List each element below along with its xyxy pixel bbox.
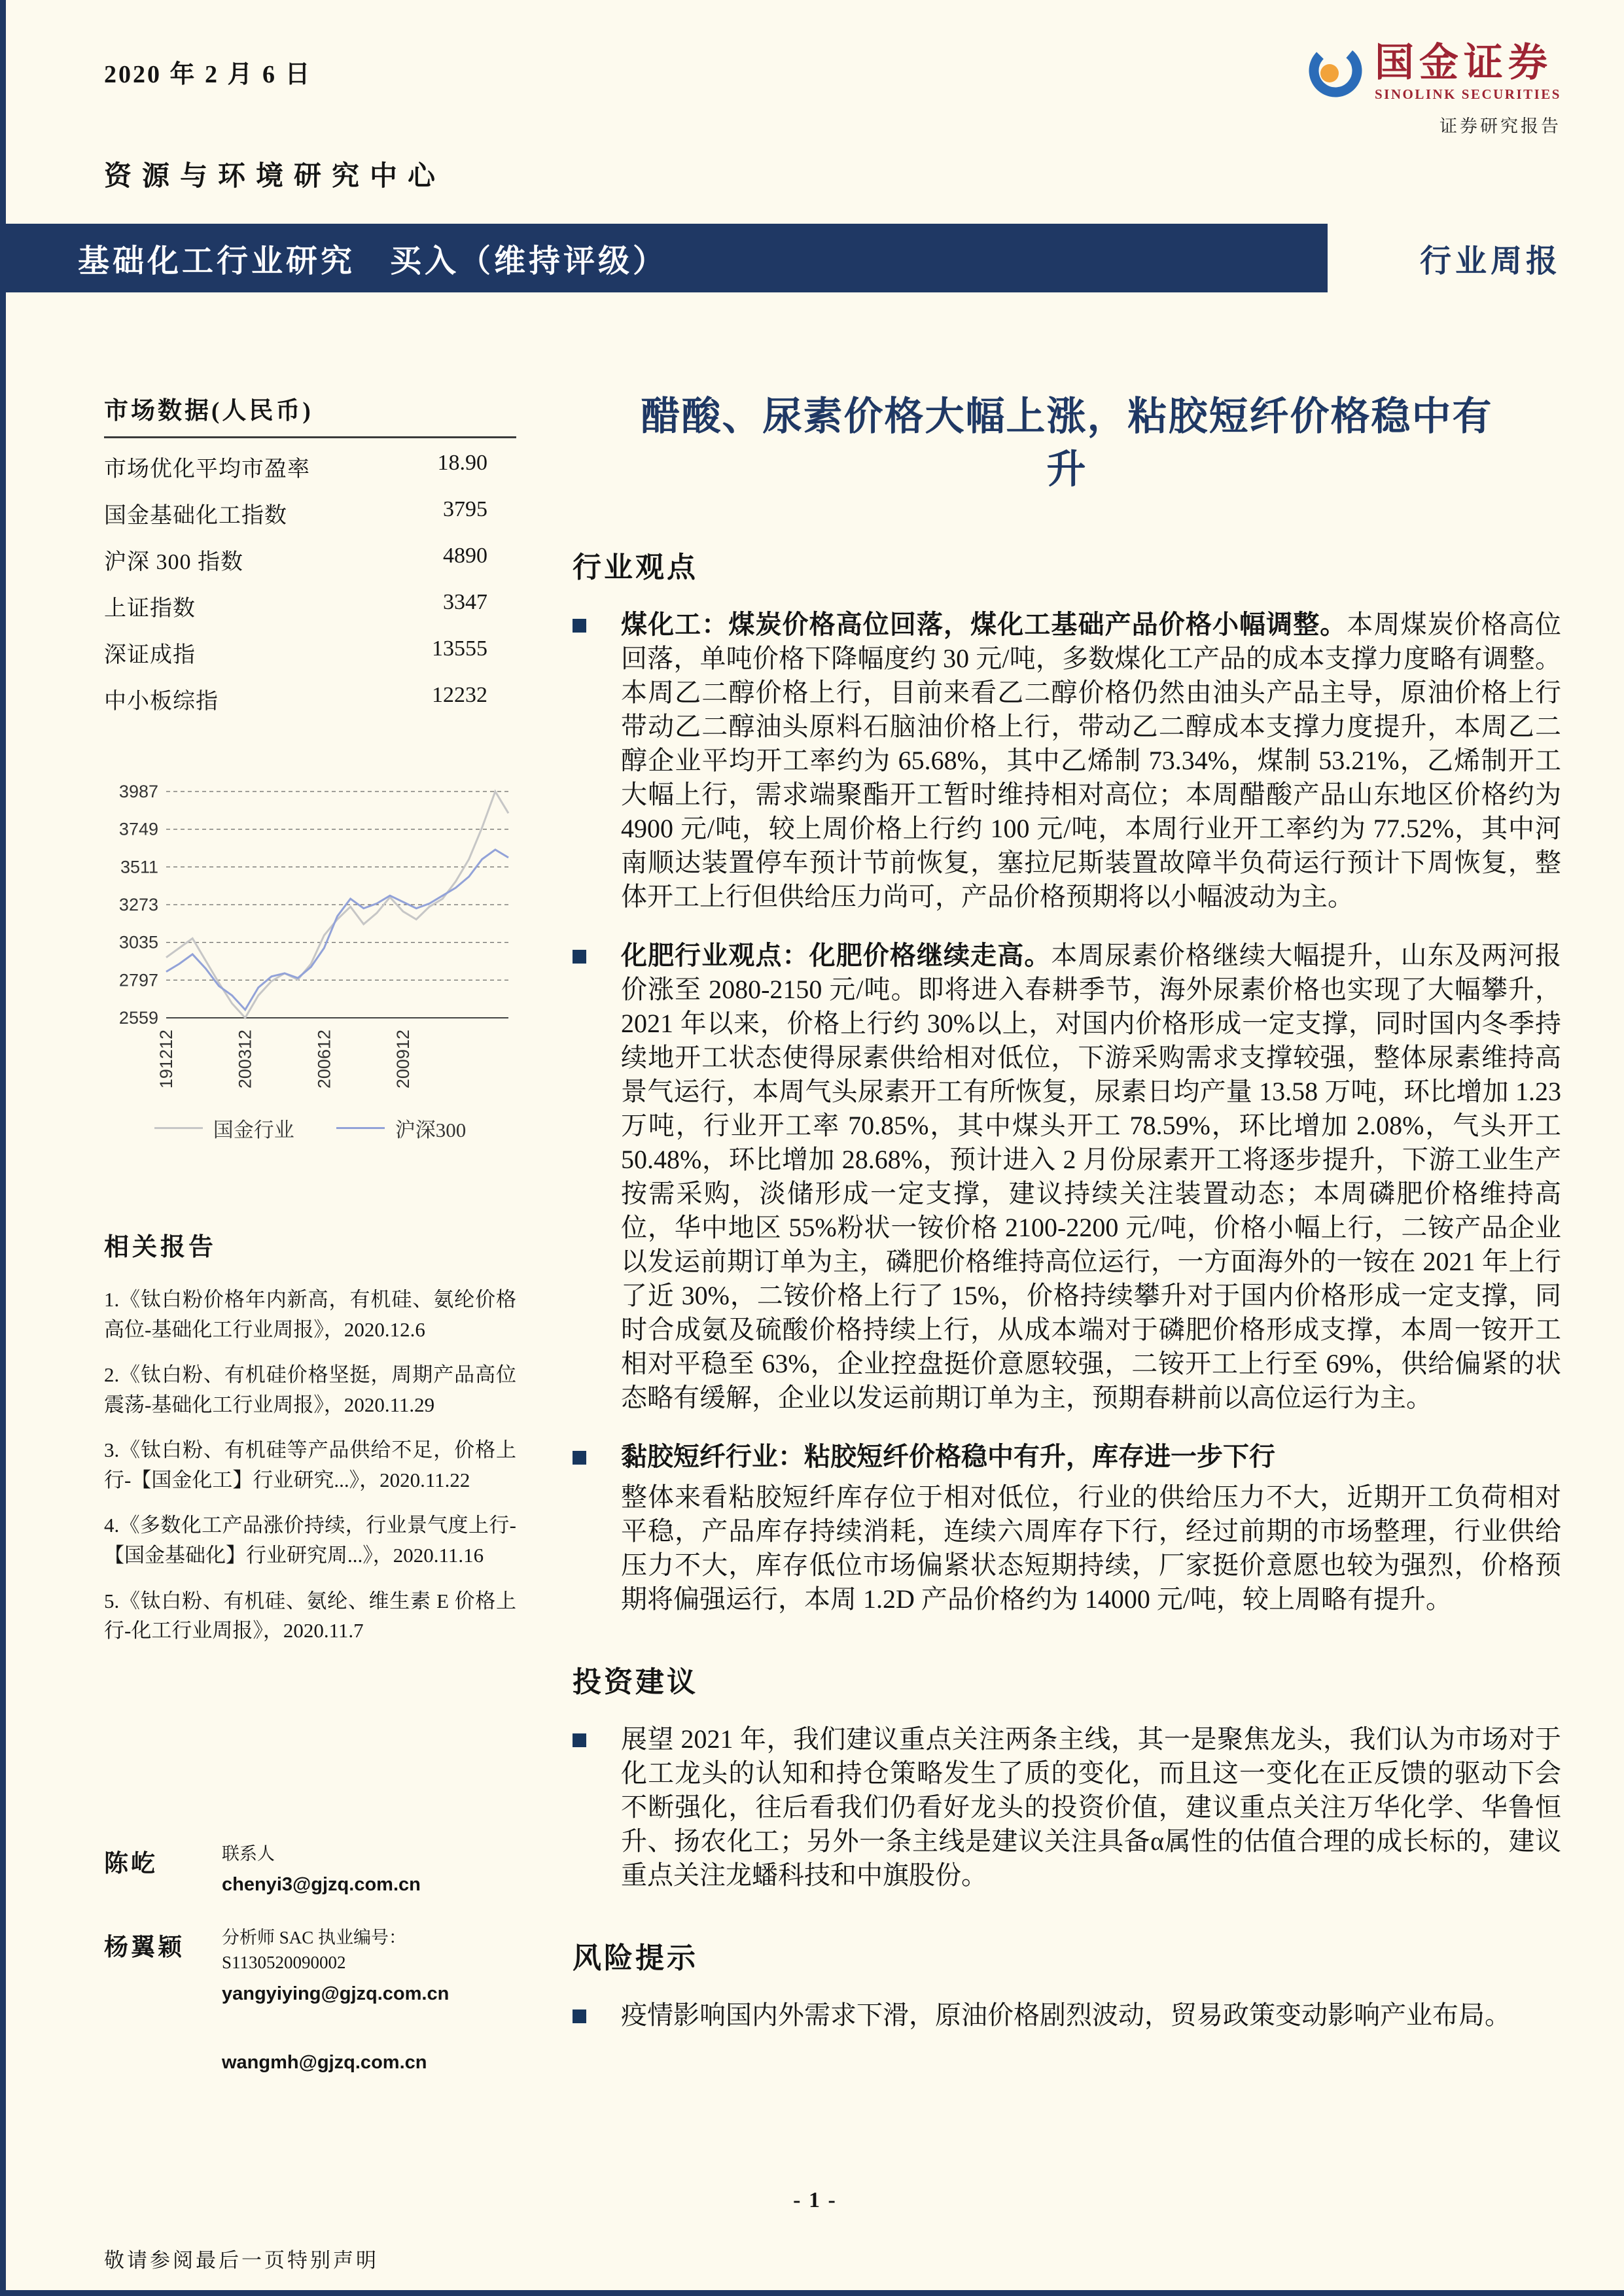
bullet-body: 疫情影响国内外需求下滑，原油价格剧烈波动，贸易政策变动影响产业布局。: [621, 2000, 1511, 2030]
market-data-value: 18.90: [437, 451, 487, 475]
market-data-label: 国金基础化工指数: [104, 504, 287, 528]
legend-line-icon: [336, 1127, 385, 1129]
bullet-square-icon: [573, 1998, 621, 2032]
legend-label: 国金行业: [213, 1119, 294, 1141]
industry-rating-band: 基础化工行业研究 买入（维持评级）: [6, 224, 1328, 292]
market-data-value: 3347: [443, 590, 487, 614]
index-chart-svg: [104, 782, 516, 1109]
related-report-item: 1.《钛白粉价格年内新高，有机硅、氨纶价格高位-基础化工行业周报》，2020.12.6: [104, 1288, 516, 1341]
contact-name: [104, 2035, 222, 2074]
title-band-row: [6, 224, 1624, 292]
bullet-lead: 煤化工：煤炭价格高位回落，煤化工基础产品价格小幅调整。: [621, 610, 1347, 639]
contact-entry: [104, 1926, 516, 2005]
related-report-item: 5.《钛白粉、有机硅、氨纶、维生素 E 价格上行-化工行业周报》，2020.11.7: [104, 1589, 516, 1643]
related-reports-title: 相关报告: [104, 1234, 217, 1261]
viscose-paragraph: 整体来看粘胶短纤库存位于相对低位，行业的供给压力不大，近期开工负荷相对平稳，产品库存持续消耗，连续六周库存下行，经过前期的市场整理，行业供给压力不大，库存低位市场偏紧状态短期持续，厂家挺价意愿也较为强烈，价格预期将偏强运行，本周 1.2D 产品价格约为 14000 元/吨，较上周略有提升。: [621, 1482, 1561, 1614]
report-type-label: 证券研究报告: [1439, 116, 1561, 136]
market-data-label: 上证指数: [104, 597, 196, 621]
bullet-body: 本周尿素价格继续大幅提升，山东及两河报价涨至 2080-2150 元/吨。即将进入春耕季节，海外尿素价格也实现了大幅攀升，2021 年以来，价格上行约 30%以上，对国内价格形成一定支撑，同时国内冬季持续地开工状态使得尿素供给相对低位，下游采购需求支撑较强，整体尿素维持高景气运行，本周气头尿素开工有所恢复，尿素日均产量 13.58 万吨，环比增加 1.23 万吨，行业开工率 70.85%，其中煤头开工 78.59%，环比增加 2.08%，气头开工 50.48%，环比增加 28.68%，预计进入 2 月份尿素开工将逐步提升，下游工业生产按需采购，淡储形成一定支撑，建议持续关注装置动态；本周磷肥价格维持高位，华中地区 55%粉状一铵价格 2100-2200 元/吨，价格小幅上行，二铵产品企业以发运前期订单为主，磷肥价格维持高位运行，一方面海外的一铵在 2021 年上行了近 30%，二铵价格上行了 15%，价格持续攀升对于国内价格形成一定支撑，同时合成氨及硫酸价格持续上行，从成本端对于磷肥价格形成支撑，本周一铵开工相对平稳至 63%，企业控盘挺价意愿较强，二铵开工上行至 69%，供给偏紧的状态略有缓解，企业以发运前期订单为主，预期春耕前以高位运行为主。: [621, 941, 1562, 1412]
content: [6, 292, 1624, 2104]
section-investment-advice: 投资建议: [573, 1666, 698, 1698]
bullet-viscose: [573, 1440, 1561, 1474]
svg-text:200612: 200612: [314, 1030, 334, 1089]
market-data-title: 市场数据(人民币): [104, 391, 516, 438]
market-data-label: 深证成指: [104, 643, 196, 667]
svg-text:191212: 191212: [156, 1030, 176, 1089]
market-data-row: [104, 490, 516, 536]
bullet-square-icon: [573, 939, 621, 1415]
related-report-item: 4.《多数化工产品涨价持续，行业景气度上行-【国金基础化】行业研究周...》，2020.11.16: [104, 1514, 516, 1567]
left-sidebar: [104, 391, 516, 2104]
related-reports-panel: [104, 1226, 516, 1646]
market-data-label: 中小板综指: [104, 689, 219, 714]
svg-text:2559: 2559: [118, 1008, 158, 1028]
section-risk-warning: 风险提示: [573, 1942, 698, 1974]
bullet-body: 本周煤炭价格高位回落，单吨价格下降幅度约 30 元/吨，多数煤化工产品的成本支撑力度略有调整。本周乙二醇价格上行，目前来看乙二醇价格仍然由油头产品主导，原油价格上行带动乙二醇油头原料石脑油价格上行，带动乙二醇成本支撑力度提升，本周乙二醇企业平均开工率约为 65.68%，其中乙烯制 73.34%，煤制 53.21%，乙烯制开工大幅上行，需求端聚酯开工暂时维持相对高位；本周醋酸产品山东地区价格约为 4900 元/吨，较上周价格上行约 100 元/吨，本周行业开工率约为 77.52%，其中河南顺达装置停车预计节前恢复，塞拉尼斯装置故障半负荷运行预计下周恢复，整体开工上行但供给压力尚可，产品价格预期将以小幅波动为主。: [621, 610, 1562, 911]
logo-block: [1307, 42, 1561, 137]
svg-text:3035: 3035: [118, 932, 158, 952]
contact-entry: [104, 1842, 516, 1896]
report-kind-label: 行业周报: [1419, 244, 1561, 279]
related-report-item: 3.《钛白粉、有机硅等产品供给不足，价格上行-【国金化工】行业研究...》，2020.11.22: [104, 1438, 516, 1491]
contact-entry: [104, 2035, 516, 2074]
svg-text:200312: 200312: [235, 1030, 255, 1089]
disclaimer-note: 敬请参阅最后一页特别声明: [104, 2249, 379, 2272]
market-data-row: [104, 536, 516, 583]
market-data-panel: [104, 391, 516, 722]
contact-role: 分析师 SAC 执业编号：S1130520090002: [222, 1928, 407, 1973]
logo-en-text: SINOLINK SECURITIES: [1374, 86, 1561, 102]
contact-email: chenyi3@gjzq.com.cn: [222, 1874, 421, 1896]
market-data-value: 3795: [443, 497, 487, 521]
bullet-body: 展望 2021 年，我们建议重点关注两条主线，其一是聚焦龙头，我们认为市场对于化工龙头的认知和持仓策略发生了质的变化，而且这一变化在正反馈的驱动下会不断强化，往后看我们仍看好龙头的投资价值，建议重点关注万华化学、华鲁恒升、扬农化工；另外一条主线是建议关注具备α属性的估值合理的成长标的，建议重点关注龙蟠科技和中旗股份。: [621, 1724, 1561, 1890]
market-data-value: 4890: [443, 544, 487, 568]
report-title: 醋酸、尿素价格大幅上涨，粘胶短纤价格稳中有升: [641, 395, 1493, 491]
svg-text:3273: 3273: [118, 895, 158, 914]
market-data-value: 13555: [432, 636, 487, 661]
report-body: [573, 391, 1561, 2057]
legend-label: 沪深300: [395, 1119, 467, 1141]
related-report-item: 2.《钛白粉、有机硅价格坚挺，周期产品高位震荡-基础化工行业周报》，2020.11.29: [104, 1363, 516, 1416]
bullet-coal-chemical: [573, 608, 1561, 914]
header: [6, 0, 1624, 137]
legend-item-hs300: [336, 1113, 467, 1143]
bullet-square-icon: [573, 1440, 621, 1474]
contact-name: 杨翼颖: [104, 1934, 185, 1962]
bullet-heading: 黏胶短纤行业：粘胶短纤价格稳中有升，库存进一步下行: [621, 1442, 1275, 1471]
svg-text:3511: 3511: [120, 857, 158, 877]
market-data-value: 12232: [432, 683, 487, 707]
contacts-panel: [104, 1842, 516, 2074]
svg-text:200912: 200912: [393, 1030, 414, 1089]
report-date: 2020 年 2 月 6 日: [104, 61, 312, 88]
market-data-row: [104, 629, 516, 676]
bullet-fertilizer: [573, 939, 1561, 1415]
bullet-square-icon: [573, 608, 621, 914]
bullet-investment: [573, 1722, 1561, 1892]
svg-text:3987: 3987: [118, 782, 158, 801]
research-center-name: 资源与环境研究中心: [104, 162, 446, 192]
logo-cn-text: 国金证券: [1374, 41, 1553, 84]
market-data-label: 市场优化平均市盈率: [104, 457, 310, 481]
bullet-lead: 化肥行业观点：化肥价格继续走高。: [621, 941, 1051, 970]
page-number: - 1 -: [793, 2188, 837, 2212]
bullet-square-icon: [573, 1722, 621, 1892]
market-data-label: 沪深 300 指数: [104, 550, 243, 574]
market-data-row: [104, 444, 516, 490]
market-data-row: [104, 676, 516, 722]
contact-email: wangmh@gjzq.com.cn: [222, 2052, 427, 2074]
sinolink-logo-icon: [1307, 42, 1364, 103]
section-industry-views: 行业观点: [573, 551, 698, 583]
legend-item-guojin: [154, 1113, 294, 1143]
legend-line-icon: [154, 1127, 203, 1129]
svg-text:3749: 3749: [118, 819, 158, 839]
contact-email: yangyiying@gjzq.com.cn: [222, 1983, 450, 2005]
index-chart: [104, 782, 516, 1143]
contact-name: 陈屹: [104, 1850, 158, 1877]
bullet-risk: [573, 1998, 1561, 2032]
svg-text:2797: 2797: [118, 970, 158, 990]
market-data-row: [104, 583, 516, 629]
contact-role: 联系人: [222, 1843, 275, 1864]
chart-legend: [104, 1113, 516, 1143]
